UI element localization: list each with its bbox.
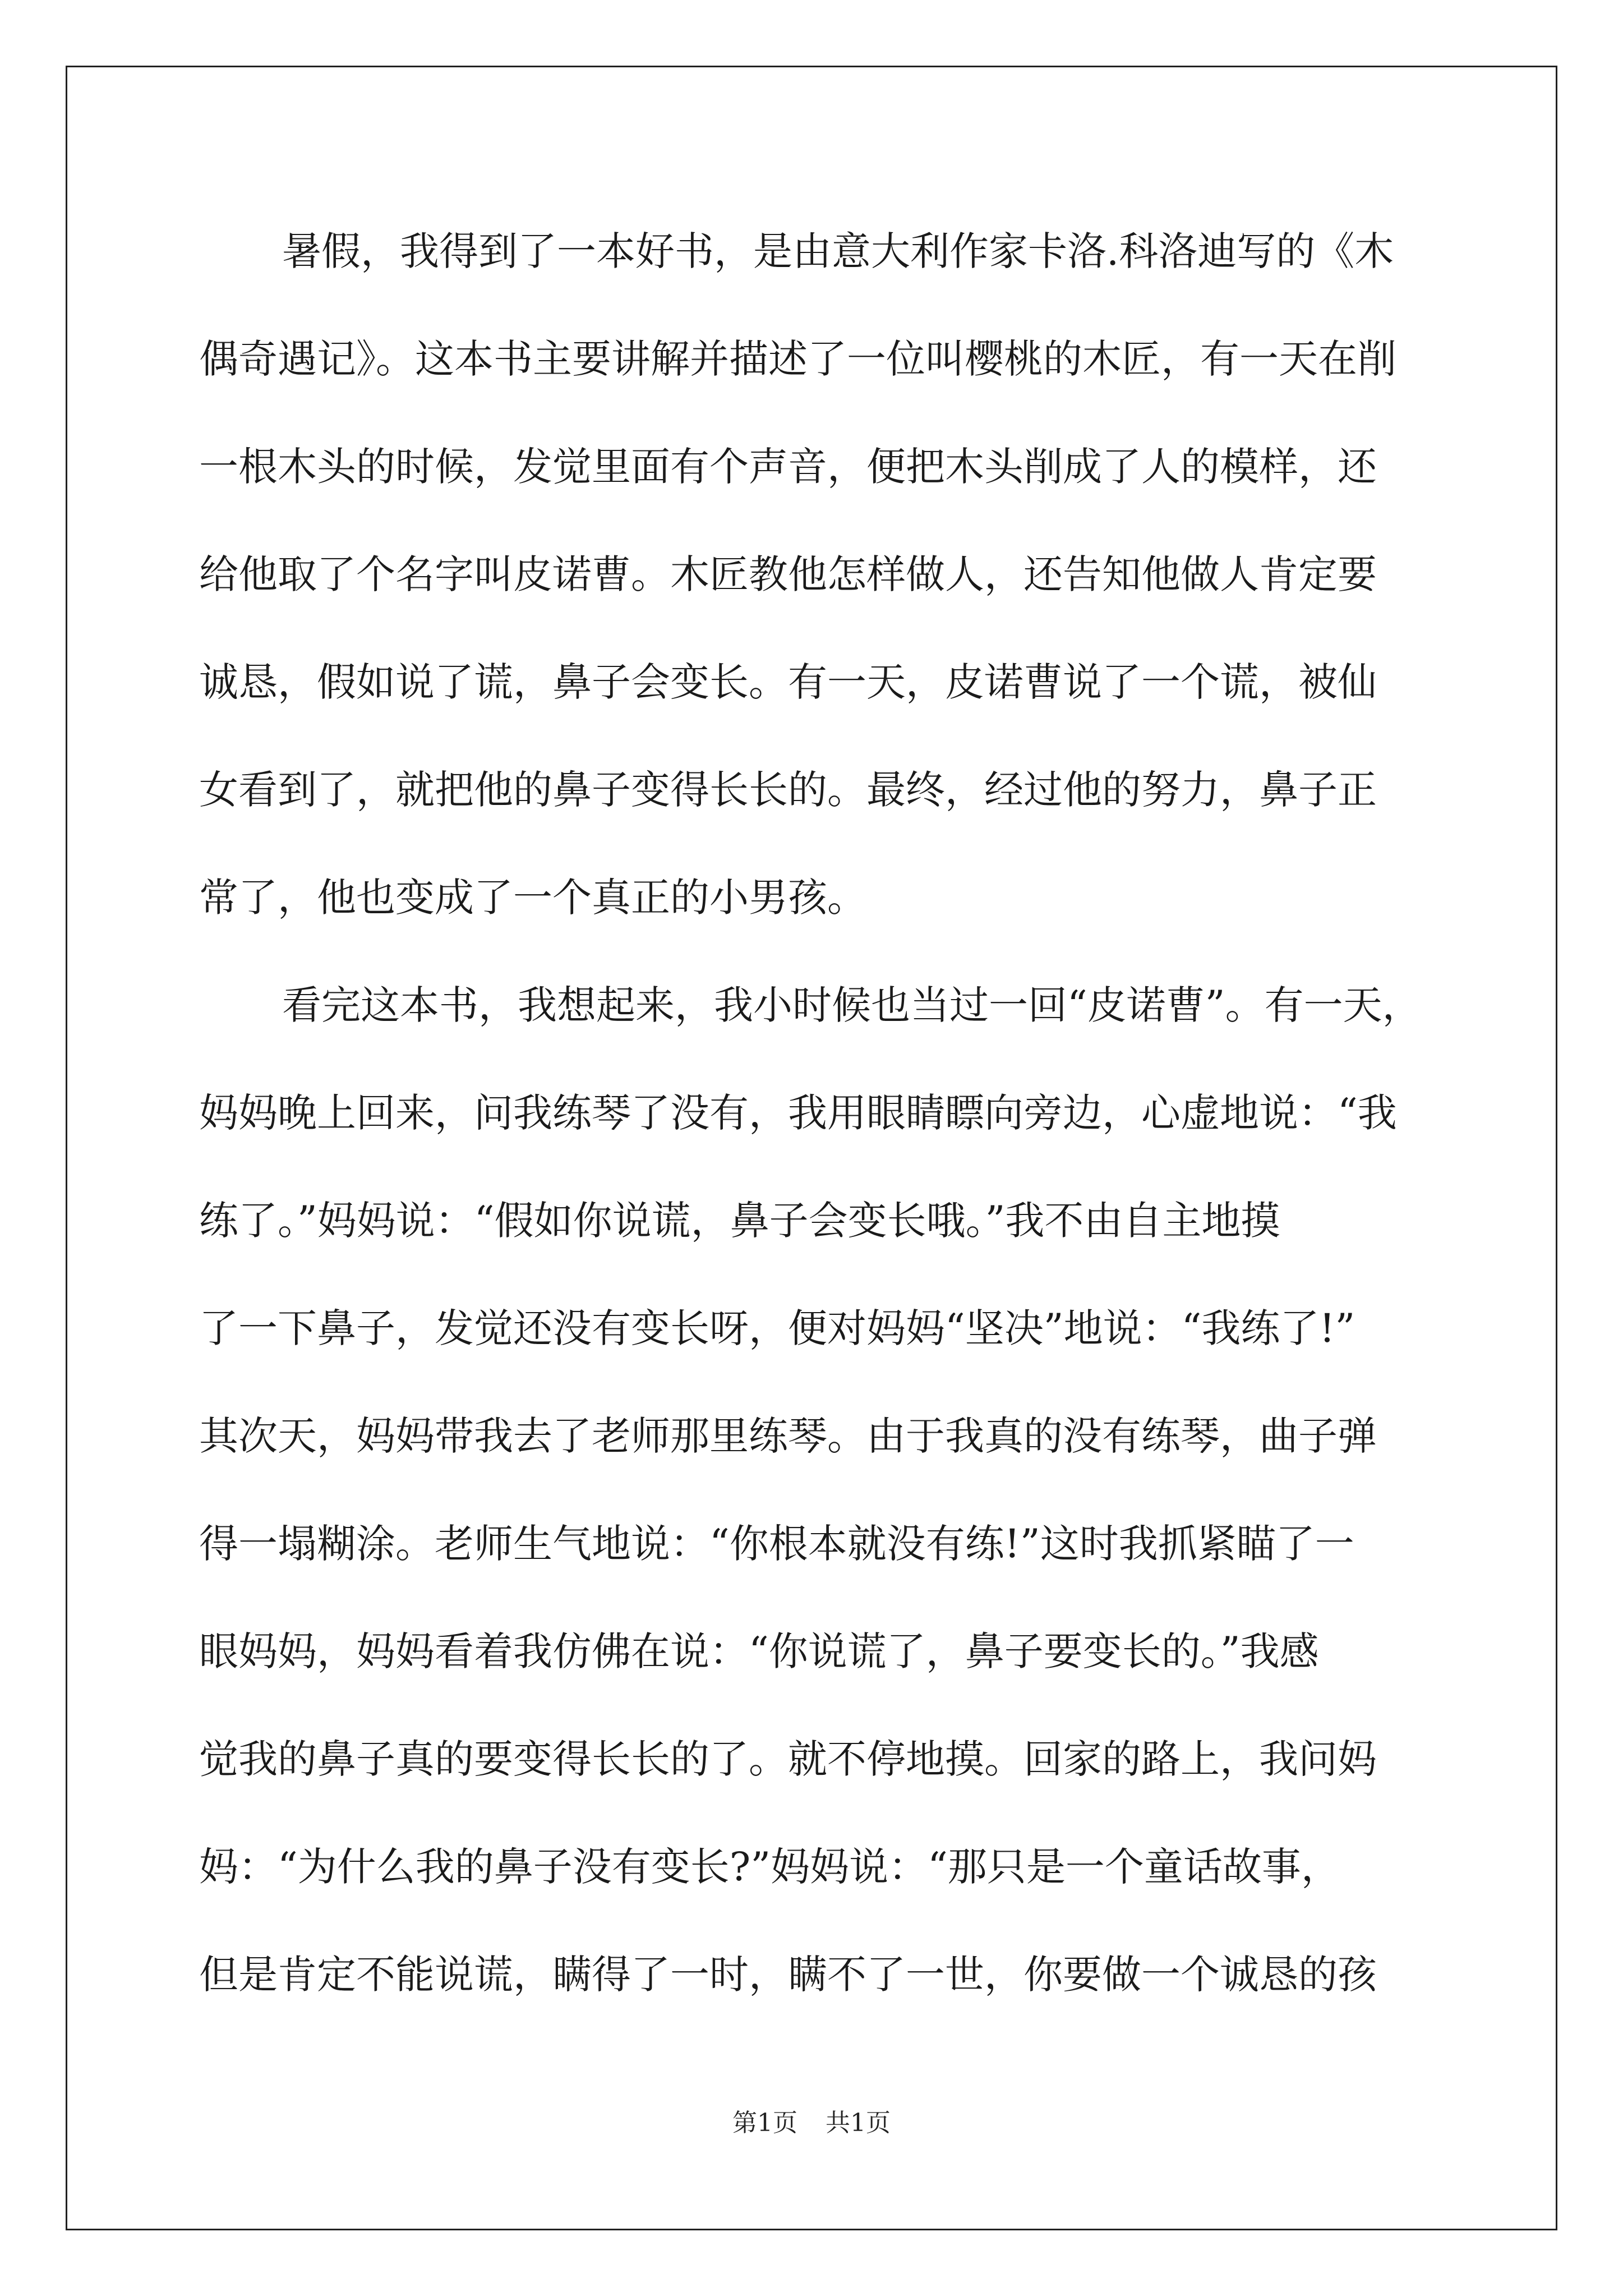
paragraph-2-line-10: 但是肯定不能说谎，瞒得了一时，瞒不了一世，你要做一个诚恳的孩 xyxy=(199,1952,1377,1998)
paragraph-1-line-2: 偶奇遇记》。这本书主要讲解并描述了一位叫樱桃的木匠，有一天在削 xyxy=(199,336,1396,382)
paragraph-2-line-3: 练了。”妈妈说：“假如你说谎，鼻子会变长哦。”我不由自主地摸 xyxy=(199,1198,1280,1244)
paragraph-2-line-6: 得一塌糊涂。老师生气地说：“你根本就没有练!”这时我抓紧瞄了一 xyxy=(199,1521,1354,1567)
page-number-total: 共1页 xyxy=(826,2109,891,2137)
paragraph-2-line-7: 眼妈妈，妈妈看着我仿佛在说：“你说谎了，鼻子要变长的。”我感 xyxy=(199,1628,1319,1674)
paragraph-2-line-8: 觉我的鼻子真的要变得长长的了。就不停地摸。回家的路上，我问妈 xyxy=(199,1736,1377,1782)
paragraph-2-line-1: 看完这本书，我想起来，我小时候也当过一回“皮诺曹”。有一天， xyxy=(282,982,1422,1028)
document-body xyxy=(199,218,1432,2049)
page-number-current: 第1页 xyxy=(732,2109,797,2137)
paragraph-1-line-4: 给他取了个名字叫皮诺曹。木匠教他怎样做人，还告知他做人肯定要 xyxy=(199,551,1377,597)
paragraph-2-line-5: 其次天，妈妈带我去了老师那里练琴。由于我真的没有练琴，曲子弹 xyxy=(199,1413,1377,1459)
page-footer xyxy=(0,2106,1623,2140)
paragraph-2-line-9: 妈：“为什么我的鼻子没有变长?”妈妈说：“那只是一个童话故事， xyxy=(199,1844,1340,1890)
paragraph-1-line-1: 暑假，我得到了一本好书，是由意大利作家卡洛.科洛迪写的《木 xyxy=(282,228,1394,274)
paragraph-1-line-7: 常了，他也变成了一个真正的小男孩。 xyxy=(199,875,866,921)
paragraph-2-line-2: 妈妈晚上回来，问我练琴了没有，我用眼睛瞟向旁边，心虚地说：“我 xyxy=(199,1090,1397,1136)
paragraph-1-line-3: 一根木头的时候，发觉里面有个声音，便把木头削成了人的模样，还 xyxy=(199,444,1377,490)
paragraph-2-line-4: 了一下鼻子，发觉还没有变长呀，便对妈妈“坚决”地说：“我练了!” xyxy=(199,1305,1355,1351)
paragraph-1-line-6: 女看到了，就把他的鼻子变得长长的。最终，经过他的努力，鼻子正 xyxy=(199,767,1377,813)
paragraph-1-line-5: 诚恳，假如说了谎，鼻子会变长。有一天，皮诺曹说了一个谎，被仙 xyxy=(199,659,1377,705)
